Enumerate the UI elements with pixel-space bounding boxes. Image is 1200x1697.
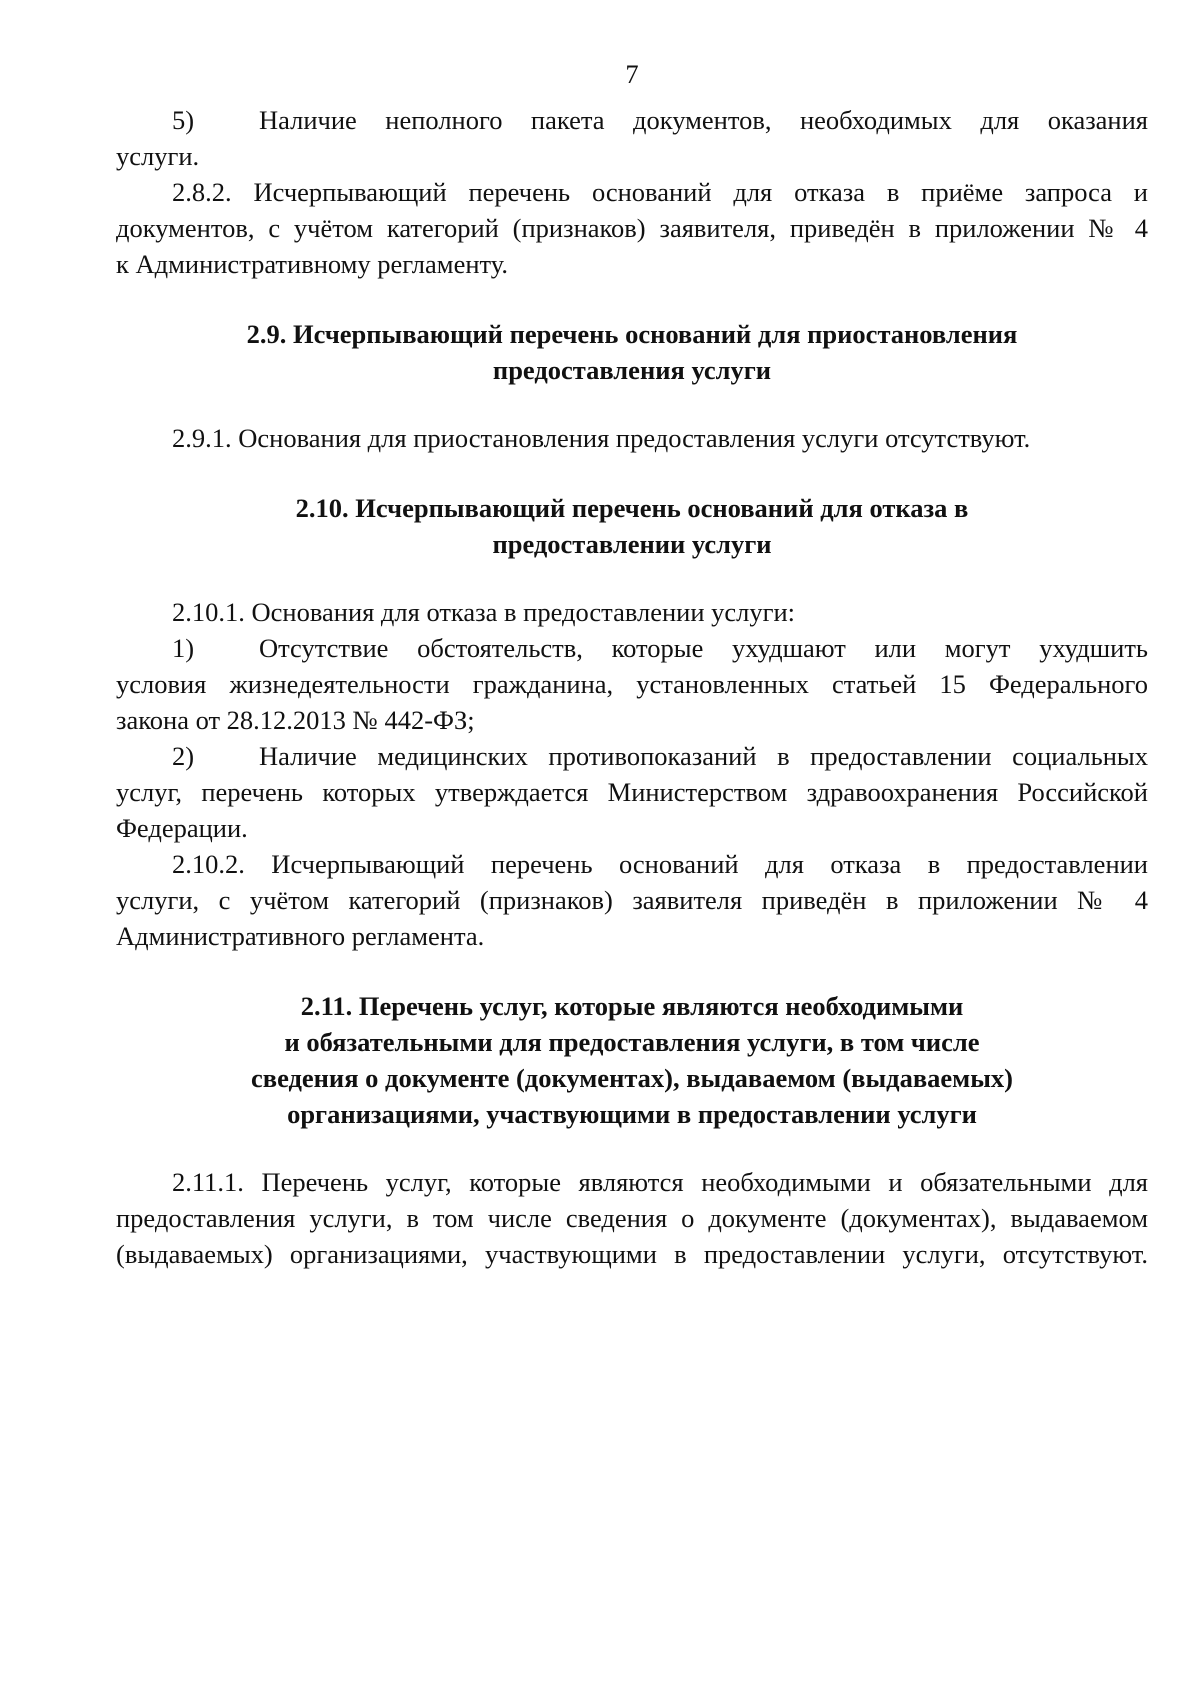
list-item-5 bbox=[116, 102, 1148, 174]
section-heading-2-10-line-1: 2.10. Исчерпывающий перечень оснований для отказа в bbox=[295, 493, 969, 523]
section-heading-2-11-line-3: сведения о документе (документах), выдаваемом (выдаваемых) bbox=[251, 1063, 1013, 1093]
paragraph-2-8-2-line-3: к Административному регламенту. bbox=[116, 249, 508, 279]
section-heading-2-10 bbox=[116, 490, 1148, 562]
section-heading-2-11 bbox=[116, 988, 1148, 1132]
page-number: 7 bbox=[625, 59, 639, 89]
list-item-2-line-1: Наличие медицинских противопоказаний в предоставлении социальных bbox=[259, 741, 1148, 771]
list-item-5-line-1: Наличие неполного пакета документов, необходимых для оказания bbox=[259, 105, 1148, 135]
list-item-1-line-2: условия жизнедеятельности гражданина, установленных статьей 15 Федерального bbox=[116, 669, 1148, 699]
list-item-2-line-3: Федерации. bbox=[116, 813, 248, 843]
paragraph-2-10-2 bbox=[116, 846, 1148, 954]
list-item-2-line-2: услуг, перечень которых утверждается Министерством здравоохранения Российской bbox=[116, 777, 1148, 807]
list-item-1-line-3: закона от 28.12.2013 № 442-ФЗ; bbox=[116, 705, 475, 735]
paragraph-2-9-1: 2.9.1. Основания для приостановления предоставления услуги отсутствуют. bbox=[172, 423, 1031, 453]
paragraph-2-10-2-line-3: Административного регламента. bbox=[116, 921, 485, 951]
list-item-5-number: 5) bbox=[172, 105, 195, 135]
section-heading-2-10-line-2: предоставлении услуги bbox=[492, 529, 772, 559]
list-item-2-number: 2) bbox=[172, 741, 195, 771]
paragraph-2-11-1 bbox=[116, 1164, 1148, 1272]
list-item-2 bbox=[116, 738, 1148, 846]
list-item-1 bbox=[116, 630, 1148, 738]
list-item-5-line-2: услуги. bbox=[116, 141, 200, 171]
section-heading-2-11-line-2: и обязательными для предоставления услуги, в том числе bbox=[284, 1027, 980, 1057]
paragraph-2-11-1-line-2: предоставления услуги, в том числе сведения о документе (документах), выдаваемом bbox=[116, 1203, 1148, 1233]
paragraph-2-10-2-line-1: 2.10.2. Исчерпывающий перечень оснований для отказа в предоставлении bbox=[172, 849, 1148, 879]
paragraph-2-8-2-line-1: 2.8.2. Исчерпывающий перечень оснований для отказа в приёме запроса и bbox=[172, 177, 1148, 207]
paragraph-2-10-2-line-2: услуги, с учётом категорий (признаков) заявителя приведён в приложении № 4 bbox=[116, 885, 1148, 915]
paragraph-2-8-2-line-2: документов, с учётом категорий (признаков) заявителя, приведён в приложении № 4 bbox=[116, 213, 1148, 243]
section-heading-2-9 bbox=[116, 316, 1148, 388]
list-item-1-line-1: Отсутствие обстоятельств, которые ухудшают или могут ухудшить bbox=[259, 633, 1148, 663]
page-content bbox=[116, 56, 1148, 1272]
section-heading-2-11-line-4: организациями, участвующими в предоставлении услуги bbox=[287, 1099, 977, 1129]
section-heading-2-11-line-1: 2.11. Перечень услуг, которые являются необходимыми bbox=[300, 991, 964, 1021]
paragraph-2-11-1-line-1: 2.11.1. Перечень услуг, которые являются необходимыми и обязательными для bbox=[172, 1167, 1148, 1197]
section-heading-2-9-line-2: предоставления услуги bbox=[492, 355, 772, 385]
list-item-1-number: 1) bbox=[172, 633, 195, 663]
paragraph-2-10-1: 2.10.1. Основания для отказа в предоставлении услуги: bbox=[172, 597, 796, 627]
paragraph-2-8-2 bbox=[116, 174, 1148, 282]
paragraph-2-11-1-line-3: (выдаваемых) организациями, участвующими в предоставлении услуги, отсутствуют. bbox=[116, 1239, 1148, 1269]
section-heading-2-9-line-1: 2.9. Исчерпывающий перечень оснований для приостановления bbox=[246, 319, 1018, 349]
